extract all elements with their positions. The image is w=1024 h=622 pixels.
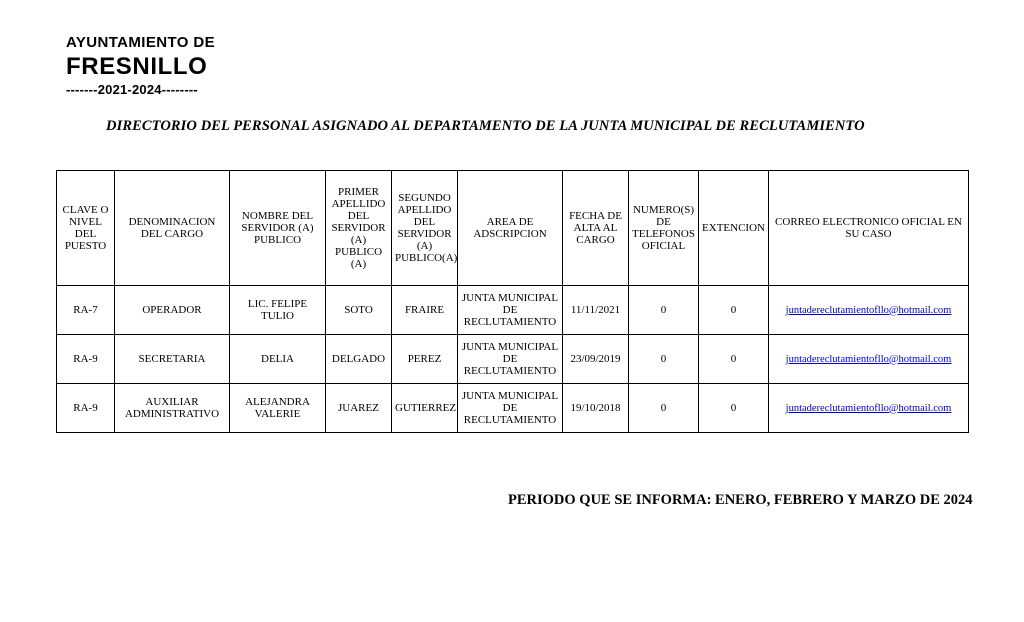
column-header-clave: CLAVE O NIVEL DEL PUESTO	[57, 171, 115, 286]
cell-extencion: 0	[699, 384, 769, 433]
column-header-segundo-apellido: SEGUNDO APELLIDO DEL SERVIDOR (A) PUBLICO(A)	[392, 171, 458, 286]
cell-primer-apellido: SOTO	[326, 286, 392, 335]
column-header-area: AREA DE ADSCRIPCION	[458, 171, 563, 286]
page-title: DIRECTORIO DEL PERSONAL ASIGNADO AL DEPARTAMENTO DE LA JUNTA MUNICIPAL DE RECLUTAMIENTO	[106, 118, 865, 134]
cell-primer-apellido: DELGADO	[326, 335, 392, 384]
cell-nombre: LIC. FELIPE TULIO	[230, 286, 326, 335]
cell-nombre: DELIA	[230, 335, 326, 384]
column-header-correo: CORREO ELECTRONICO OFICIAL EN SU CASO	[769, 171, 969, 286]
cell-area: JUNTA MUNICIPAL DE RECLUTAMIENTO	[458, 286, 563, 335]
cell-extencion: 0	[699, 335, 769, 384]
column-header-nombre: NOMBRE DEL SERVIDOR (A) PUBLICO	[230, 171, 326, 286]
cell-clave: RA-9	[57, 335, 115, 384]
table-row	[57, 286, 969, 335]
cell-correo	[769, 384, 969, 433]
cell-fecha: 11/11/2021	[563, 286, 629, 335]
cell-telefono: 0	[629, 286, 699, 335]
letterhead	[66, 34, 215, 98]
cell-correo	[769, 335, 969, 384]
cell-telefono: 0	[629, 384, 699, 433]
cell-fecha: 19/10/2018	[563, 384, 629, 433]
letterhead-line-3: -------2021-2024--------	[66, 82, 198, 97]
cell-segundo-apellido: FRAIRE	[392, 286, 458, 335]
cell-fecha: 23/09/2019	[563, 335, 629, 384]
cell-segundo-apellido: GUTIERREZ	[392, 384, 458, 433]
cell-extencion: 0	[699, 286, 769, 335]
cell-correo	[769, 286, 969, 335]
table-row	[57, 384, 969, 433]
table-row	[57, 335, 969, 384]
letterhead-line-2: FRESNILLO	[66, 53, 208, 80]
column-header-telefonos: NUMERO(S) DE TELEFONOS OFICIAL	[629, 171, 699, 286]
cell-telefono: 0	[629, 335, 699, 384]
table-header-row	[57, 171, 969, 286]
reporting-period: PERIODO QUE SE INFORMA: ENERO, FEBRERO Y MARZO DE 2024	[508, 492, 973, 508]
email-link[interactable]: juntadereclutamientofllo@hotmail.com	[785, 353, 952, 365]
column-header-primer-apellido: PRIMER APELLIDO DEL SERVIDOR (A) PUBLICO (A)	[326, 171, 392, 286]
email-link[interactable]: juntadereclutamientofllo@hotmail.com	[785, 304, 952, 316]
cell-clave: RA-7	[57, 286, 115, 335]
personnel-directory-table	[56, 170, 969, 433]
cell-clave: RA-9	[57, 384, 115, 433]
cell-denominacion: SECRETARIA	[115, 335, 230, 384]
letterhead-line-1: AYUNTAMIENTO DE	[66, 34, 216, 51]
column-header-extencion: EXTENCION	[699, 171, 769, 286]
cell-nombre: ALEJANDRA VALERIE	[230, 384, 326, 433]
cell-denominacion: OPERADOR	[115, 286, 230, 335]
email-link[interactable]: juntadereclutamientofllo@hotmail.com	[785, 402, 952, 414]
cell-area: JUNTA MUNICIPAL DE RECLUTAMIENTO	[458, 384, 563, 433]
cell-segundo-apellido: PEREZ	[392, 335, 458, 384]
cell-denominacion: AUXILIAR ADMINISTRATIVO	[115, 384, 230, 433]
cell-area: JUNTA MUNICIPAL DE RECLUTAMIENTO	[458, 335, 563, 384]
column-header-fecha: FECHA DE ALTA AL CARGO	[563, 171, 629, 286]
cell-primer-apellido: JUAREZ	[326, 384, 392, 433]
column-header-denominacion: DENOMINACION DEL CARGO	[115, 171, 230, 286]
